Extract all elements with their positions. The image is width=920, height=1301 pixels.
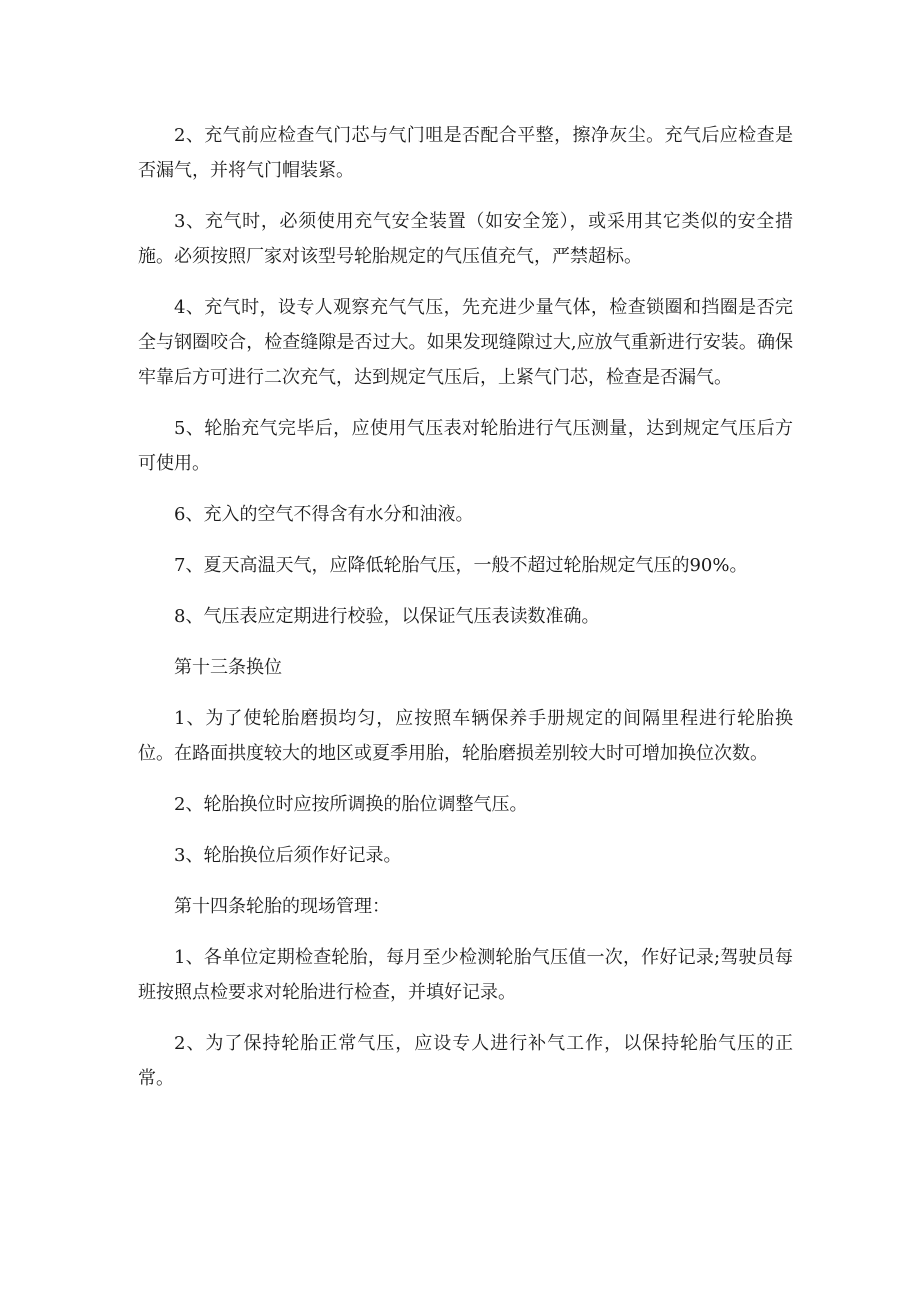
- paragraph-refill-staff: 2、为了保持轮胎正常气压，应设专人进行补气工作，以保持轮胎气压的正常。: [138, 1033, 793, 1089]
- paragraph-gauge-calibration: 8、气压表应定期进行校验，以保证气压表读数准确。: [174, 606, 600, 627]
- paragraph-pressure-measure: 5、轮胎充气完毕后，应使用气压表对轮胎进行气压测量，达到规定气压后方可使用。: [138, 418, 793, 474]
- paragraph-rotation-interval: 1、为了使轮胎磨损均匀，应按照车辆保养手册规定的间隔里程进行轮胎换位。在路面拱度较大的地区或夏季用胎，轮胎磨损差别较大时可增加换位次数。: [138, 708, 793, 764]
- paragraph-inflation-valve-check: 2、充气前应检查气门芯与气门咀是否配合平整，擦净灰尘。充气后应检查是否漏气，并将气门帽装紧。: [138, 125, 793, 181]
- section-heading-rotation: 第十三条换位: [174, 657, 282, 678]
- section-heading-site-management: 第十四条轮胎的现场管理：: [174, 896, 390, 917]
- paragraph-rotation-pressure: 2、轮胎换位时应按所调换的胎位调整气压。: [174, 794, 528, 815]
- paragraph-observe-pressure: 4、充气时，设专人观察充气气压，先充进少量气体，检查锁圈和挡圈是否完全与钢圈咬合，检查缝隙是否过大。如果发现缝隙过大,应放气重新进行安装。确保牢靠后方可进行二次充气，达到规定气压后，上紧气门芯，检查是否漏气。: [138, 297, 793, 388]
- paragraph-summer-pressure: 7、夏天高温天气，应降低轮胎气压，一般不超过轮胎规定气压的90%。: [174, 555, 748, 576]
- paragraph-air-quality: 6、充入的空气不得含有水分和油液。: [174, 504, 474, 525]
- paragraph-rotation-record: 3、轮胎换位后须作好记录。: [174, 845, 402, 866]
- paragraph-periodic-inspection: 1、各单位定期检查轮胎，每月至少检测轮胎气压值一次，作好记录;驾驶员每班按照点检要求对轮胎进行检查，并填好记录。: [138, 947, 793, 1003]
- document-body: [138, 118, 793, 1112]
- paragraph-safety-cage: 3、充气时，必须使用充气安全装置（如安全笼），或采用其它类似的安全措施。必须按照厂家对该型号轮胎规定的气压值充气，严禁超标。: [138, 211, 793, 267]
